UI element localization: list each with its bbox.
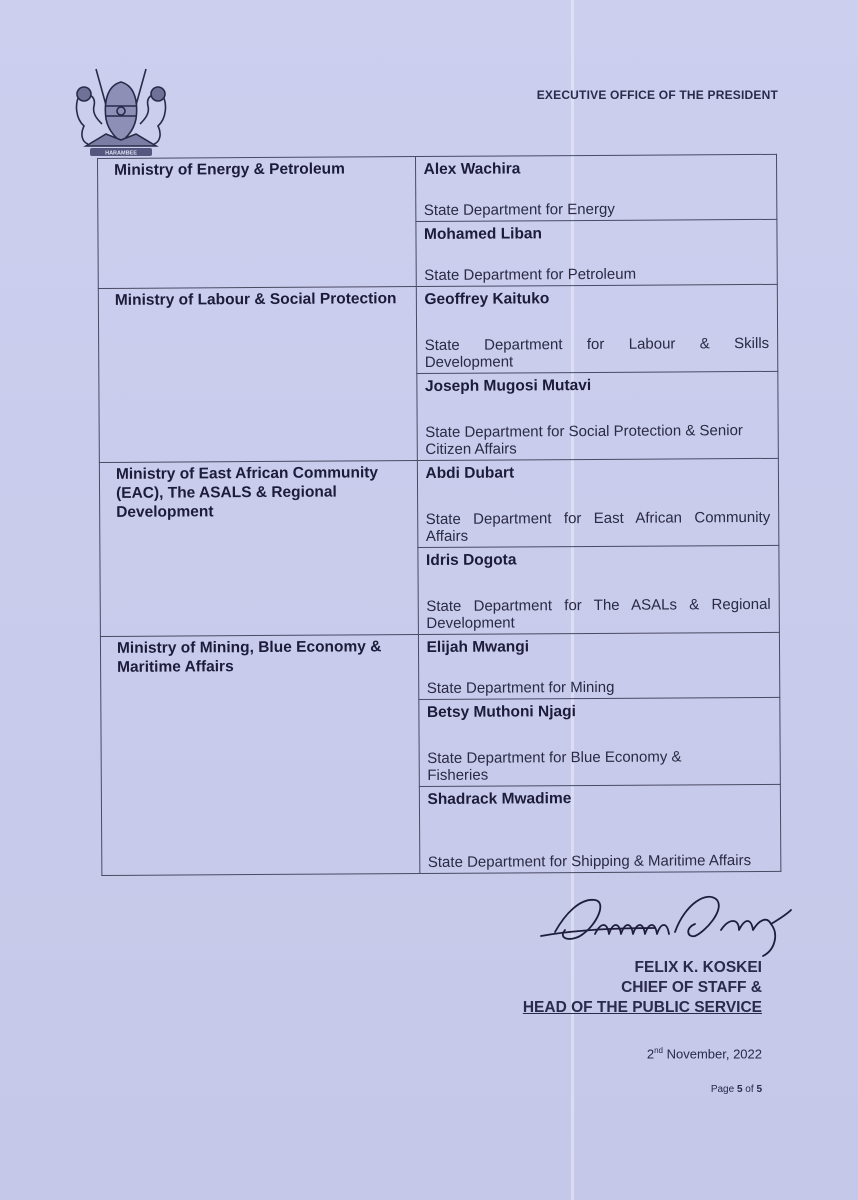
document-date	[647, 1046, 762, 1061]
department-cell	[416, 371, 778, 460]
ministry-name: Ministry of Energy & Petroleum	[98, 157, 416, 289]
state-department: State Department for Energy	[423, 200, 615, 220]
department-cell	[419, 784, 781, 873]
page-total: 5	[756, 1084, 762, 1095]
ministry-name: Ministry of East African Community (EAC), The ASALS & Regional Development	[99, 461, 418, 637]
department-cell	[415, 219, 777, 286]
principal-secretary-name: Joseph Mugosi Mutavi	[424, 376, 592, 396]
department-cell	[417, 545, 779, 634]
table-row	[98, 284, 778, 375]
page-label: Page	[710, 1084, 737, 1095]
principal-secretary-name: Mohamed Liban	[423, 225, 543, 244]
handwritten-signature	[535, 884, 795, 964]
coat-of-arms-icon	[66, 64, 176, 159]
principal-secretary-name: Betsy Muthoni Njagi	[426, 703, 576, 721]
ministry-name: Ministry of Labour & Social Protection	[98, 287, 417, 463]
page-sep: of	[742, 1084, 757, 1095]
date-rest: November, 2022	[662, 1046, 762, 1062]
state-department: State Department for Labour & Skills Development	[424, 334, 770, 372]
state-department: State Department for The ASALs & Regional Development	[426, 595, 771, 632]
table-row	[99, 458, 779, 549]
signatory-title: CHIEF OF STAFF &	[621, 979, 762, 996]
office-title: EXECUTIVE OFFICE OF THE PRESIDENT	[536, 88, 778, 102]
signatory-block	[523, 958, 762, 1018]
table-row	[98, 154, 777, 223]
page-number	[711, 1084, 762, 1095]
department-cell	[415, 154, 777, 221]
department-cell	[416, 284, 778, 373]
ministry-name: Ministry of Mining, Blue Economy & Maritime Affairs	[100, 635, 419, 876]
department-cell	[417, 458, 779, 547]
date-day: 2	[646, 1046, 655, 1062]
principal-secretary-name: Elijah Mwangi	[426, 638, 530, 656]
signatory-name: FELIX K. KOSKEI	[634, 959, 762, 976]
state-department: State Department for Petroleum	[424, 265, 637, 285]
state-department: State Department for Mining	[426, 678, 615, 697]
page-current: 5	[736, 1084, 743, 1095]
principal-secretary-name: Idris Dogota	[425, 551, 517, 569]
principal-secretary-name: Shadrack Mwadime	[427, 790, 572, 808]
signatory-office: HEAD OF THE PUBLIC SERVICE	[522, 999, 762, 1016]
state-department: State Department for Blue Economy & Fisheries	[427, 748, 682, 784]
table-row	[100, 632, 779, 701]
department-cell	[418, 632, 780, 699]
department-cell	[418, 697, 780, 786]
principal-secretary-name: Geoffrey Kaituko	[424, 290, 550, 309]
state-department: State Department for Social Protection & Senior Citizen Affairs	[425, 422, 743, 458]
state-department: State Department for East African Community Affairs	[425, 508, 771, 545]
principal-secretary-name: Alex Wachira	[423, 160, 521, 179]
state-department: State Department for Shipping & Maritime Affairs	[427, 852, 752, 871]
coat-motto: HARAMBEE	[105, 150, 137, 157]
ministry-table	[97, 154, 781, 876]
date-suffix: nd	[654, 1046, 663, 1055]
principal-secretary-name: Abdi Dubart	[425, 464, 515, 482]
